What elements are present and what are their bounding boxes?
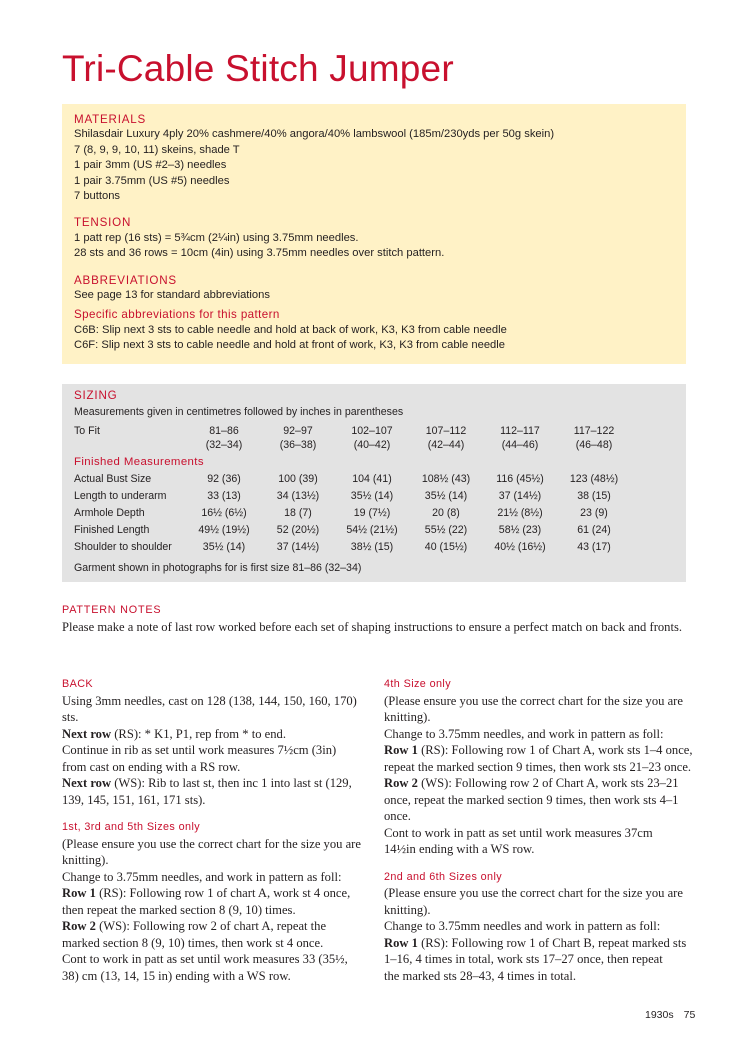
fourth-size-heading: 4th Size only [384, 678, 452, 690]
back-line: then repeat the marked section 8 (9, 10) times. [62, 902, 296, 917]
back-line: marked section 8 (9, 10) times, then work st 4 once. [62, 935, 324, 950]
row-label: Row 1 [62, 886, 96, 900]
row-text: (RS): Following row 1 of chart A, work st 4 once, [95, 886, 351, 900]
page-title: Tri-Cable Stitch Jumper [62, 48, 454, 89]
to-fit-cm: 112–117 [500, 425, 540, 438]
sizes-2-6-heading: 2nd and 6th Sizes only [384, 870, 503, 883]
materials-line: 1 pair 3.75mm (US #5) needles [74, 174, 230, 187]
measurement-value: 104 (41) [352, 473, 392, 486]
back-line: Change to 3.75mm needles, and work in pattern as foll: [62, 869, 342, 884]
row-label: Row 1 [384, 743, 418, 757]
row-label: Row 2 [384, 776, 418, 790]
tension-heading: TENSION [74, 216, 132, 230]
back-line: 38) cm (13, 14, 15 in) ending with a WS row. [62, 968, 291, 983]
row-text: (RS): Following row 1 of Chart A, work sts 1–4 once, [417, 743, 693, 757]
back-column [62, 676, 374, 984]
abbreviations-line: See page 13 for standard abbreviations [74, 289, 270, 302]
back-row-2 [62, 918, 374, 935]
materials-line: 7 buttons [74, 190, 121, 203]
abbreviations-section [74, 273, 674, 354]
measurement-value: 61 (24) [577, 524, 611, 537]
row-label: Row 2 [62, 919, 96, 933]
abbreviation-c6b: C6B: Slip next 3 sts to cable needle and hold at back of work, K3, K3 from cable needle [74, 323, 507, 336]
fourth-line: repeat the marked section 9 times, then work sts 21–23 once. [384, 759, 692, 774]
measurement-value: 38 (15) [577, 490, 611, 503]
abbreviation-c6f: C6F: Slip next 3 sts to cable needle and hold at front of work, K3, K3 from cable needle [74, 339, 505, 352]
table-row [74, 424, 631, 438]
footer-section: 1930s [645, 1009, 674, 1021]
to-fit-in: (36–38) [279, 439, 317, 452]
measurement-value: 92 (36) [207, 473, 241, 486]
sizing-heading: SIZING [74, 389, 118, 402]
next-row-label: Next row [62, 726, 112, 741]
materials-line: Shilasdair Luxury 4ply 20% cashmere/40% angora/40% lambswool (185m/230yds per 50g skein) [74, 128, 555, 141]
table-row [74, 505, 631, 522]
measurement-value: 43 (17) [577, 541, 611, 554]
measurement-label: Actual Bust Size [74, 473, 152, 486]
sizing-panel [62, 384, 686, 582]
table-row [74, 438, 631, 454]
to-fit-cm: 92–97 [283, 425, 313, 438]
next-row-text: (WS): Rib to last st, then inc 1 into last st (129, [111, 776, 352, 790]
back-line: Using 3mm needles, cast on 128 (138, 144, 150, 160, 170) sts. [62, 693, 357, 724]
measurement-value: 16½ (6½) [201, 507, 247, 520]
back-heading: BACK [62, 678, 94, 690]
measurement-value: 100 (39) [278, 473, 318, 486]
table-row [74, 471, 631, 488]
fourth-line: Cont to work in patt as set until work measures 37cm [384, 825, 653, 840]
to-fit-cm: 81–86 [209, 425, 239, 438]
to-fit-cm: 117–122 [573, 425, 615, 438]
measurement-value: 52 (20½) [276, 524, 320, 537]
measurement-value: 35½ (14) [202, 541, 246, 554]
right-column [384, 676, 696, 984]
to-fit-in: (46–48) [575, 439, 613, 452]
measurement-value: 20 (8) [432, 507, 460, 520]
fourth-row-2 [384, 775, 696, 792]
back-line: Cont to work in patt as set until work measures 33 (35½, [62, 952, 348, 966]
specific-abbreviations-heading: Specific abbreviations for this pattern [74, 308, 280, 322]
materials-section [74, 112, 674, 204]
back-line: 139, 145, 151, 161, 171 sts). [62, 792, 206, 807]
to-fit-in: (40–42) [353, 439, 391, 452]
measurement-value: 116 (45½) [496, 473, 544, 486]
measurement-value: 37 (14½) [276, 541, 320, 554]
measurement-label: Shoulder to shoulder [74, 541, 172, 554]
tension-section [74, 215, 674, 261]
sizes-1-3-5-heading: 1st, 3rd and 5th Sizes only [62, 821, 201, 833]
measurement-value: 34 (13½) [276, 490, 320, 503]
measurement-value: 108½ (43) [421, 473, 471, 486]
garment-note: Garment shown in photographs for is first size 81–86 (32–34) [74, 562, 362, 574]
measurement-value: 37 (14½) [498, 490, 542, 503]
row-text: (WS): Following row 2 of Chart A, work sts 23–21 [417, 776, 679, 790]
fourth-line: once. [384, 809, 411, 823]
measurement-value: 123 (48½) [569, 473, 619, 486]
pattern-notes-text: Please make a note of last row worked before each set of shaping instructions to ensure a perfect match on back and fronts. [62, 620, 683, 634]
measurement-value: 38½ (15) [350, 541, 394, 554]
next-row-label: Next row [62, 776, 112, 790]
table-row [74, 539, 631, 556]
measurement-label: Length to underarm [74, 490, 167, 503]
measurement-value: 33 (13) [207, 490, 241, 503]
back-line: from cast on ending with a RS row. [62, 759, 241, 774]
tension-line: 1 patt rep (16 sts) = 5¾cm (2¼in) using 3.75mm needles. [74, 231, 359, 244]
second-sixth-line: the marked sts 28–43, 4 times in total. [384, 968, 577, 983]
sizing-intro: Measurements given in centimetres followed by inches in parentheses [74, 406, 404, 419]
measurement-value: 35½ (14) [350, 490, 394, 503]
to-fit-label: To Fit [74, 425, 100, 438]
to-fit-in: (42–44) [427, 439, 465, 452]
next-row-text: (RS): * K1, P1, rep from * to end. [111, 726, 286, 741]
materials-line: 1 pair 3mm (US #2–3) needles [74, 159, 227, 172]
table-row [74, 522, 631, 539]
tension-line: 28 sts and 36 rows = 10cm (4in) using 3.75mm needles over stitch pattern. [74, 247, 445, 260]
materials-heading: MATERIALS [74, 113, 147, 126]
fourth-line: knitting). [384, 710, 431, 724]
measurement-value: 54½ (21½) [346, 524, 398, 537]
to-fit-cm: 107–112 [425, 425, 467, 438]
back-line: (Please ensure you use the correct chart for the size you are [62, 836, 361, 851]
measurement-label: Armhole Depth [74, 507, 145, 520]
second-sixth-line: knitting). [384, 902, 431, 917]
to-fit-in: (44–46) [501, 439, 539, 452]
abbreviations-heading: ABBREVIATIONS [74, 273, 177, 287]
measurement-value: 35½ (14) [424, 490, 468, 503]
table-row [74, 488, 631, 505]
measurement-value: 21½ (8½) [497, 507, 543, 520]
second-sixth-line: 1–16, 4 times in total, work sts 17–27 once, then repeat [384, 952, 663, 966]
second-sixth-row-1 [384, 935, 696, 952]
measurement-value: 40½ (16½) [494, 541, 546, 554]
second-sixth-line: (Please ensure you use the correct chart for the size you are [384, 886, 683, 900]
materials-line: 7 (8, 9, 9, 10, 11) skeins, shade T [74, 143, 240, 156]
back-next-row-1 [62, 726, 374, 743]
measurement-value: 18 (7) [284, 507, 312, 520]
measurement-label: Finished Length [74, 524, 150, 537]
back-next-row-2 [62, 775, 374, 792]
measurement-value: 49½ (19½) [198, 524, 250, 537]
measurement-value: 58½ (23) [498, 524, 542, 537]
back-line: Continue in rib as set until work measures 7½cm (3in) [62, 743, 337, 757]
to-fit-in: (32–34) [205, 439, 243, 452]
fourth-line: (Please ensure you use the correct chart for the size you are [384, 693, 683, 708]
fourth-line: once, repeat the marked section 9 times, then work sts 4–1 [384, 792, 679, 807]
sizing-table [74, 424, 631, 556]
finished-measurements-heading: Finished Measurements [74, 456, 204, 469]
measurement-value: 23 (9) [580, 507, 608, 520]
measurement-value: 40 (15½) [424, 541, 468, 554]
row-label: Row 1 [384, 935, 418, 950]
fourth-line: 14½in ending with a WS row. [384, 842, 535, 856]
fourth-row-1 [384, 742, 696, 759]
back-line: knitting). [62, 853, 109, 867]
row-text: (RS): Following row 1 of Chart B, repeat marked sts [417, 935, 687, 950]
pattern-notes-heading: PATTERN NOTES [62, 604, 162, 616]
back-row-1 [62, 885, 374, 902]
page-number: 75 [683, 1009, 696, 1021]
measurement-value: 19 (7½) [353, 507, 391, 520]
row-text: (WS): Following row 2 of chart A, repeat the [95, 919, 327, 933]
table-row [74, 454, 631, 471]
fourth-line: Change to 3.75mm needles, and work in pattern as foll: [384, 726, 664, 741]
to-fit-cm: 102–107 [351, 425, 393, 438]
materials-panel [62, 104, 686, 364]
second-sixth-line: Change to 3.75mm needles and work in pattern as foll: [384, 919, 661, 933]
measurement-value: 55½ (22) [424, 524, 468, 537]
page-footer [645, 1009, 695, 1021]
